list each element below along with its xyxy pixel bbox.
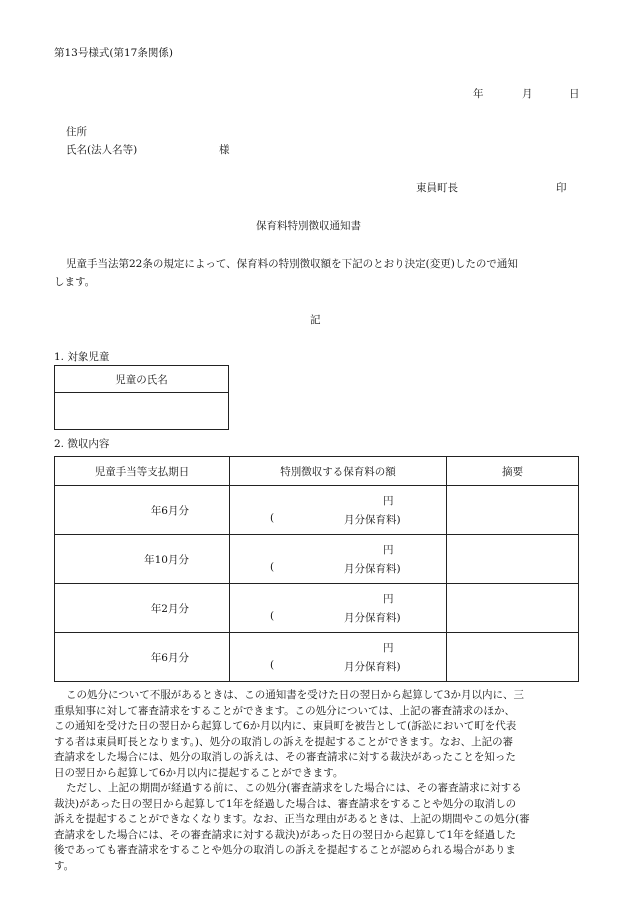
payment-period: 年2月分 (55, 584, 230, 633)
notice-line: この処分について不服があるときは、この通知書を受けた日の翌日から起算して3か月以内に、三 (66, 689, 524, 701)
notice-line: 査請求をした場合には、その審査請求に対する裁決)があった日の翌日から起算して1年を経過した (54, 828, 517, 841)
open-paren: ( (270, 560, 275, 573)
appeal-notice (54, 688, 578, 874)
name-label: 氏名(法人名等) (66, 144, 138, 156)
header-amount: 特別徴収する保育料の額 (230, 457, 447, 486)
notice-line: す。 (54, 859, 75, 872)
notice-line: この通知を受けた日の翌日から起算して6か月以内に、東員町を被告として(訴訟において町を代表 (54, 720, 517, 732)
month-label: 月分保育料) (344, 562, 401, 575)
amount-cell[interactable] (230, 584, 447, 633)
yen-unit: 円 (383, 543, 394, 556)
remarks-cell[interactable] (447, 486, 579, 535)
table-row (55, 584, 579, 633)
month-label: 月分保育料) (344, 513, 401, 526)
document-title: 保育料特別徴収通知書 (256, 220, 361, 232)
child-table (54, 365, 229, 430)
table-row (55, 535, 579, 584)
month-label: 月分保育料) (344, 660, 401, 673)
payment-period: 年6月分 (55, 486, 230, 535)
notice-line: 査請求をした場合には、処分の取消しの訴えは、その審査請求に対する裁決があったことを知った (54, 751, 516, 763)
amount-cell[interactable] (230, 535, 447, 584)
notice-line: 裁決)があった日の翌日から起算して1年を経過した場合は、審査請求をすることや処分の取消しの (54, 797, 517, 810)
date-year-label: 年 (473, 88, 484, 100)
notice-line: ただし、上記の期間が経過する前に、この処分(審査請求をした場合には、その審査請求に対する (66, 782, 522, 794)
issuer-title: 東員町長 (416, 182, 458, 194)
table-row (55, 633, 579, 682)
remarks-cell[interactable] (447, 535, 579, 584)
seal-mark: 印 (556, 182, 567, 194)
amount-cell[interactable] (230, 486, 447, 535)
header-payment-date: 児童手当等支払期日 (55, 457, 230, 486)
date-day-label: 日 (569, 88, 580, 100)
form-number: 第13号様式(第17条関係) (54, 47, 173, 59)
month-label: 月分保育料) (344, 611, 401, 624)
section1-heading: 1. 対象児童 (54, 351, 110, 363)
intro-line-1: 児童手当法第22条の規定によって、保育料の特別徴収額を下記のとおり決定(変更)したので通知 (66, 258, 518, 270)
collection-table (54, 456, 579, 682)
intro-line-2: します。 (54, 276, 96, 288)
table-row (55, 486, 579, 535)
yen-unit: 円 (383, 592, 394, 605)
child-name-cell[interactable] (55, 393, 229, 430)
notice-line: 訴えを提起することができなくなります。なお、正当な理由があるときは、上記の期間やこの処分(審 (54, 813, 530, 825)
honorific: 様 (219, 144, 230, 156)
remarks-cell[interactable] (447, 633, 579, 682)
payment-period: 年6月分 (55, 633, 230, 682)
child-name-header: 児童の氏名 (55, 366, 229, 393)
open-paren: ( (270, 511, 275, 524)
open-paren: ( (270, 609, 275, 622)
yen-unit: 円 (383, 641, 394, 654)
notice-line: 日の翌日から起算して6か月以内に提起することができます。 (54, 766, 344, 779)
address-label: 住所 (66, 126, 87, 138)
notice-line: 重県知事に対して審査請求をすることができます。この処分については、上記の審査請求のほか、 (54, 704, 515, 717)
payment-period: 年10月分 (55, 535, 230, 584)
open-paren: ( (270, 658, 275, 671)
notice-line: 後であっても審査請求をすることや処分の取消しの訴えを提起することが認められる場合がありま (54, 844, 516, 856)
date-month-label: 月 (522, 88, 533, 100)
yen-unit: 円 (383, 494, 394, 507)
remarks-cell[interactable] (447, 584, 579, 633)
header-remarks: 摘要 (447, 457, 579, 486)
notice-line: する者は東員町長となります。)、処分の取消しの訴えを提起することができます。なお、上記の審 (54, 735, 514, 748)
amount-cell[interactable] (230, 633, 447, 682)
section2-heading: 2. 徴収内容 (54, 438, 110, 450)
ki-heading: 記 (310, 314, 321, 326)
